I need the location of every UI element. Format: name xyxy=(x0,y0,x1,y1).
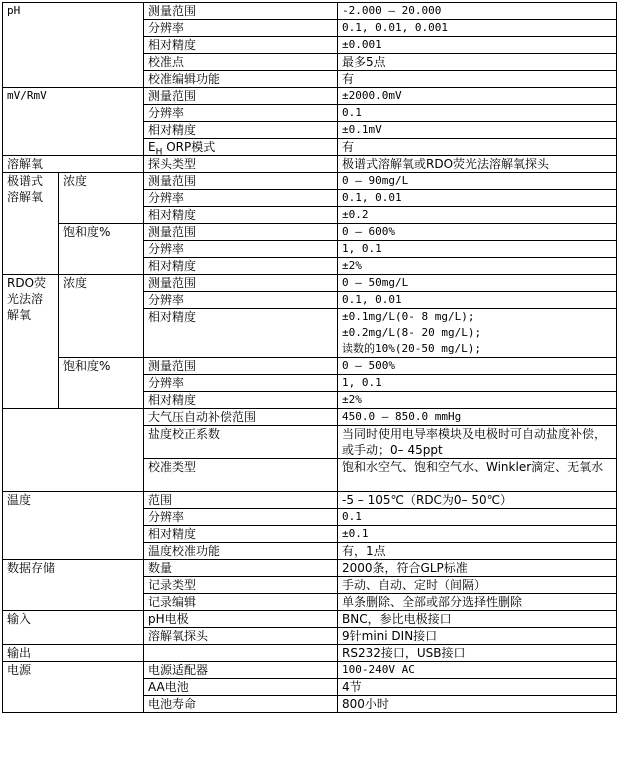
table-row xyxy=(3,358,617,375)
row-value: 有，1点 xyxy=(338,543,617,560)
row-label: 相对精度 xyxy=(144,207,338,224)
row-label: 温度校准功能 xyxy=(144,543,338,560)
subgroup-conc: 浓度 xyxy=(59,173,144,224)
row-value: 手动、自动、定时（间隔） xyxy=(338,577,617,594)
row-value: ±2% xyxy=(338,392,617,409)
row-label: 盐度校正系数 xyxy=(144,426,338,459)
row-label: 分辨率 xyxy=(144,105,338,122)
row-label: 校准类型 xyxy=(144,459,338,492)
row-value: ±2000.0mV xyxy=(338,88,617,105)
row-value: ±2% xyxy=(338,258,617,275)
row-label: 相对精度 xyxy=(144,122,338,139)
table-row xyxy=(3,156,617,173)
table-row xyxy=(3,611,617,628)
group-polarographic: 极谱式溶解氧 xyxy=(3,173,59,275)
row-value: -5 – 105℃（RDC为0– 50℃） xyxy=(338,492,617,509)
row-label: pH电极 xyxy=(144,611,338,628)
spec-table xyxy=(2,2,617,713)
row-value: 450.0 – 850.0 mmHg xyxy=(338,409,617,426)
row-label: 分辨率 xyxy=(144,20,338,37)
subgroup-conc: 浓度 xyxy=(59,275,144,358)
row-value: 0 – 50mg/L xyxy=(338,275,617,292)
row-label: 相对精度 xyxy=(144,258,338,275)
table-row xyxy=(3,275,617,292)
row-value: 800小时 xyxy=(338,696,617,713)
table-row xyxy=(3,224,617,241)
table-row xyxy=(3,409,617,426)
row-label xyxy=(144,645,338,662)
row-value: -2.000 – 20.000 xyxy=(338,3,617,20)
table-row xyxy=(3,3,617,20)
subgroup-sat: 饱和度% xyxy=(59,224,144,275)
row-label: 大气压自动补偿范围 xyxy=(144,409,338,426)
row-label: 分辨率 xyxy=(144,292,338,309)
row-value: 9针mini DIN接口 xyxy=(338,628,617,645)
row-value: 0 – 90mg/L xyxy=(338,173,617,190)
acc-line: ±0.2mg/L(8- 20 mg/L); xyxy=(342,326,482,339)
table-row xyxy=(3,662,617,679)
table-row xyxy=(3,173,617,190)
row-label-eh-orp xyxy=(144,139,338,156)
row-value: 0.1, 0.01 xyxy=(338,292,617,309)
row-value: 极谱式溶解氧或RDO荧光法溶解氧探头 xyxy=(338,156,617,173)
row-value: 有 xyxy=(338,71,617,88)
row-value: 0.1 xyxy=(338,509,617,526)
row-value: 1, 0.1 xyxy=(338,375,617,392)
blank-cell xyxy=(3,409,144,492)
row-value: RS232接口，USB接口 xyxy=(338,645,617,662)
row-label: 测量范围 xyxy=(144,275,338,292)
row-label: 范围 xyxy=(144,492,338,509)
row-label: 分辨率 xyxy=(144,190,338,207)
acc-line: ±0.1mg/L(0- 8 mg/L); xyxy=(342,310,475,323)
section-ph: pH xyxy=(3,3,144,88)
row-label: 相对精度 xyxy=(144,309,338,358)
table-row xyxy=(3,88,617,105)
section-mv: mV/RmV xyxy=(3,88,144,156)
row-value: 2000条，符合GLP标准 xyxy=(338,560,617,577)
row-label: AA电池 xyxy=(144,679,338,696)
row-value: 当同时使用电导率模块及电极时可自动盐度补偿，或手动；0– 45ppt xyxy=(338,426,617,459)
table-row xyxy=(3,560,617,577)
row-label: 电源适配器 xyxy=(144,662,338,679)
section-temp: 温度 xyxy=(3,492,144,560)
row-value: BNC，参比电极接口 xyxy=(338,611,617,628)
table-row xyxy=(3,492,617,509)
row-label: 记录编辑 xyxy=(144,594,338,611)
row-value: 1, 0.1 xyxy=(338,241,617,258)
row-value: 0.1, 0.01, 0.001 xyxy=(338,20,617,37)
group-rdo: RDO荧光法溶解氧 xyxy=(3,275,59,409)
row-label: 数量 xyxy=(144,560,338,577)
row-label: 相对精度 xyxy=(144,526,338,543)
row-label: 校准编辑功能 xyxy=(144,71,338,88)
row-label: 记录类型 xyxy=(144,577,338,594)
row-value: 100-240V AC xyxy=(338,662,617,679)
section-power: 电源 xyxy=(3,662,144,713)
row-label: 校准点 xyxy=(144,54,338,71)
row-value: 单条删除、全部或部分选择性删除 xyxy=(338,594,617,611)
eh-rest: ORP模式 xyxy=(162,140,216,154)
row-value: 有 xyxy=(338,139,617,156)
row-value: 饱和水空气、饱和空气水、Winkler滴定、无氧水 xyxy=(338,459,617,492)
row-label: 探头类型 xyxy=(144,156,338,173)
row-label: 溶解氧探头 xyxy=(144,628,338,645)
row-label: 测量范围 xyxy=(144,173,338,190)
row-label: 电池寿命 xyxy=(144,696,338,713)
row-value: ±0.2 xyxy=(338,207,617,224)
acc-line: 读数的10%(20-50 mg/L); xyxy=(342,342,481,355)
eh-main: E xyxy=(148,140,156,154)
row-label: 测量范围 xyxy=(144,3,338,20)
row-value: 最多5点 xyxy=(338,54,617,71)
row-value: 0.1 xyxy=(338,105,617,122)
row-label: 分辨率 xyxy=(144,241,338,258)
eh-sub: H xyxy=(155,147,163,156)
table-row xyxy=(3,645,617,662)
row-value: 0 – 600% xyxy=(338,224,617,241)
row-label: 测量范围 xyxy=(144,358,338,375)
row-value: 4节 xyxy=(338,679,617,696)
row-label: 测量范围 xyxy=(144,88,338,105)
row-value: 0 – 500% xyxy=(338,358,617,375)
row-value: ±0.1 xyxy=(338,526,617,543)
row-label: 相对精度 xyxy=(144,392,338,409)
row-label: 测量范围 xyxy=(144,224,338,241)
row-label: 分辨率 xyxy=(144,509,338,526)
row-value: 0.1, 0.01 xyxy=(338,190,617,207)
section-output: 输出 xyxy=(3,645,144,662)
row-value: ±0.001 xyxy=(338,37,617,54)
row-value-multiline xyxy=(338,309,617,358)
row-label: 分辨率 xyxy=(144,375,338,392)
section-do: 溶解氧 xyxy=(3,156,144,173)
subgroup-sat: 饱和度% xyxy=(59,358,144,409)
row-label: 相对精度 xyxy=(144,37,338,54)
row-value: ±0.1mV xyxy=(338,122,617,139)
section-input: 输入 xyxy=(3,611,144,645)
section-storage: 数据存储 xyxy=(3,560,144,611)
